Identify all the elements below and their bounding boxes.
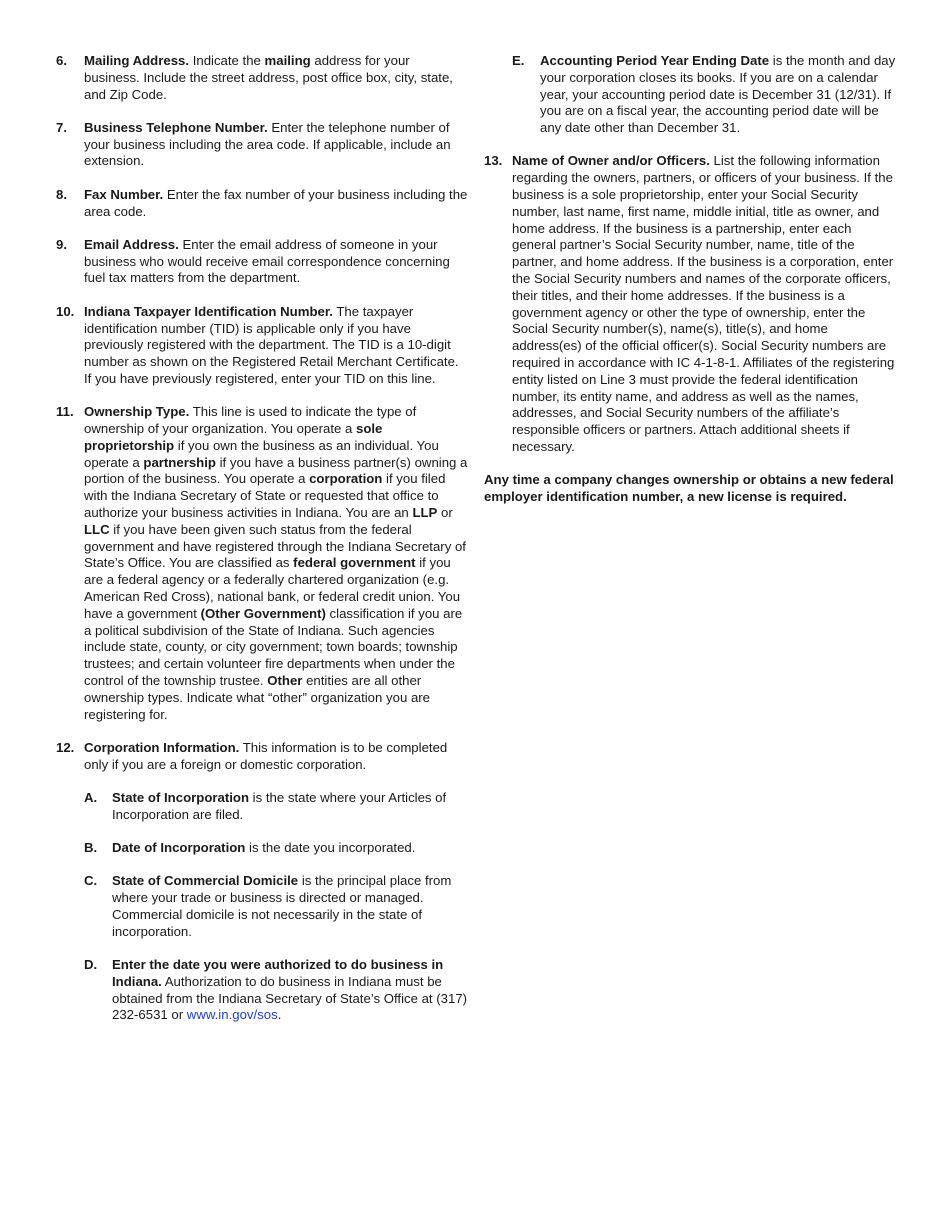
item-emphasis: LLC [84,521,110,537]
sub-item-b-date-of-incorporation [84,840,468,857]
sub-item-text: Authorization to do business in Indiana must be obtained from the Indiana Secretary of State’s Office at (317) 232-6531 or [112,973,468,1023]
item-number: 8. [56,186,67,202]
item-title: Business Telephone Number. [84,119,268,135]
sub-item-title: Date of Incorporation [112,840,246,856]
item-text: Enter the email address of someone in your business who would receive email correspondence concerning fuel tax matters from the department. [84,236,450,286]
ownership-change-note: Any time a company changes ownership or obtains a new federal employer identification number, a new license is required. [484,472,894,505]
item-6-mailing-address [56,53,468,103]
sub-item-letter: E. [512,53,525,68]
item-text: if you filed with the Indiana Secretary of State or requested that office to authorize your business activities in Indiana. You are an [84,471,446,521]
item-title: Ownership Type. [84,404,190,420]
item-text: if you own the business as an individual. You operate a [84,437,439,470]
item-body [84,304,468,388]
item-text: if you have a business partner(s) owning a portion of the business. You operate a [84,454,468,487]
item-text: if you have been given such status from the federal government and have registered through the Indiana Secretary of State’s Office. You are classified as [84,521,466,571]
sub-items [84,790,468,1024]
item-body [84,237,468,287]
sub-item-c-commercial-domicile [84,873,468,940]
sub-item-title: Enter the date you were authorized to do business in Indiana. [112,957,444,989]
sub-item-title: State of Commercial Domicile [112,873,299,889]
sub-item-title: Accounting Period Year Ending Date [540,53,770,68]
sub-item-e-accounting-period [484,53,896,137]
item-number-spacer [484,53,512,137]
sub-item-text: is the month and day your corporation closes its books. If you are on a calendar year, your accounting period date is December 31 (12/31). If you are on a fiscal year, the accounting period date will be any date other than December 31. [540,53,896,136]
sub-item-a-state-of-incorporation [84,790,468,824]
sub-item-text: is the principal place from where your trade or business is directed or managed. Commercial domicile is not necessarily in the state of incorporation. [112,873,452,939]
item-10-taxpayer-id [56,304,468,388]
sub-item-body [540,53,896,137]
item-body [84,53,468,103]
item-12-corporation-information [56,740,468,1024]
item-text: entities are all other ownership types. Indicate what “other” organization you are registering for. [84,673,430,722]
item-title: Mailing Address. [84,53,190,68]
sub-item-body [112,790,468,824]
item-body [84,187,468,221]
item-7-business-telephone [56,120,468,170]
item-body [512,153,896,455]
sub-item-letter: A. [84,789,98,805]
item-number: 7. [56,119,67,135]
sub-item-text: . [277,1007,282,1023]
item-body [84,740,468,1024]
item-title: Name of Owner and/or Officers. [512,153,710,169]
sub-item-title: State of Incorporation [112,789,250,805]
item-emphasis: sole proprietorship [84,421,383,453]
item-emphasis: LLP [412,505,438,521]
item-title: Indiana Taxpayer Identification Number. [84,303,333,319]
sub-item-letter: B. [84,840,98,856]
item-text: Enter the telephone number of your business including the area code. If applicable, include an extension. [84,119,451,169]
item-text: List the following information regarding the owners, partners, or officers of your business. If the business is a sole proprietorship, enter your Social Security number, last name, first name, middle initial, title as owner, and home address. If the business is a partnership, enter each general partner’s Social Security number, name, title of the partner, and home address. If the business is a corporation, enter the Social Security numbers and names of the corporate officers, their titles, and their home addresses. If the business is a government agency or other the type of ownership, enter the Social Security number(s), name(s), title(s), and home address(es) of the official officer(s). Social Security numbers are required in accordance with IC 4-1-8-1. Affiliates of the registering entity listed on Line 3 must provide the federal identification number, its entity name, and address as well as the names, addresses, and Social Security numbers of the affiliate’s responsible officers or partners. Attach additional sheets if necessary. [512,153,895,455]
item-text: classification if you are a political subdivision of the State of Indiana. Such agencies include state, county, or city government; town boards; township trustees; and certain volunteer fire departments when under the control of the township trustee. [84,605,463,688]
sub-item-body [112,957,468,1024]
item-emphasis: corporation [309,471,383,487]
item-text: or [437,505,453,521]
left-column [56,53,468,1041]
item-emphasis: federal government [293,555,416,571]
sub-item-letter: D. [84,957,98,973]
item-body [84,404,468,723]
item-9-email-address [56,237,468,287]
sos-website-link[interactable]: www.in.gov/sos [186,1007,278,1023]
item-text: address for your business. Include the street address, post office box, city, state, and Zip Code. [84,53,453,102]
item-number: 13. [484,153,503,169]
sub-item-text: is the state where your Articles of Incorporation are filed. [112,789,447,822]
item-number: 11. [56,404,74,420]
item-text: The taxpayer identification number (TID) is applicable only if you have previously registered with the department. The TID is a 10-digit number as shown on the Registered Retail Merchant Certificate. If you have previously registered, enter your TID on this line. [84,303,459,386]
sub-item-letter: C. [84,873,98,889]
item-body [84,120,468,170]
item-8-fax-number [56,187,468,221]
sub-item-e [512,53,896,137]
item-number: 12. [56,739,75,755]
item-emphasis: Other [267,673,303,688]
item-title: Corporation Information. [84,739,240,755]
item-title: Fax Number. [84,186,164,202]
item-emphasis: mailing [264,53,311,68]
item-text: This information is to be completed only if you are a foreign or domestic corporation. [84,739,448,772]
item-11-ownership-type [56,404,468,723]
sub-item-d-authorized-date [84,957,468,1024]
item-emphasis: (Other Government) [200,605,326,621]
item-emphasis: partnership [143,454,216,470]
item-number: 9. [56,236,67,252]
item-intro [84,740,468,774]
sub-item-text: is the date you incorporated. [245,840,416,856]
item-number: 6. [56,53,67,68]
right-column [484,53,896,506]
item-text: if you are a federal agency or a federally chartered organization (e.g. American Red Cross), national bank, or federal credit union. You have a government [84,555,461,621]
sub-item-body [112,873,468,940]
item-title: Email Address. [84,236,179,252]
item-number: 10. [56,303,75,319]
item-text: Indicate the [189,53,265,68]
item-text: Enter the fax number of your business including the area code. [84,186,468,219]
item-text: This line is used to indicate the type of ownership of your organization. You operate a [84,404,417,437]
sub-item-body [112,840,468,857]
item-13-owner-officers [484,153,896,455]
